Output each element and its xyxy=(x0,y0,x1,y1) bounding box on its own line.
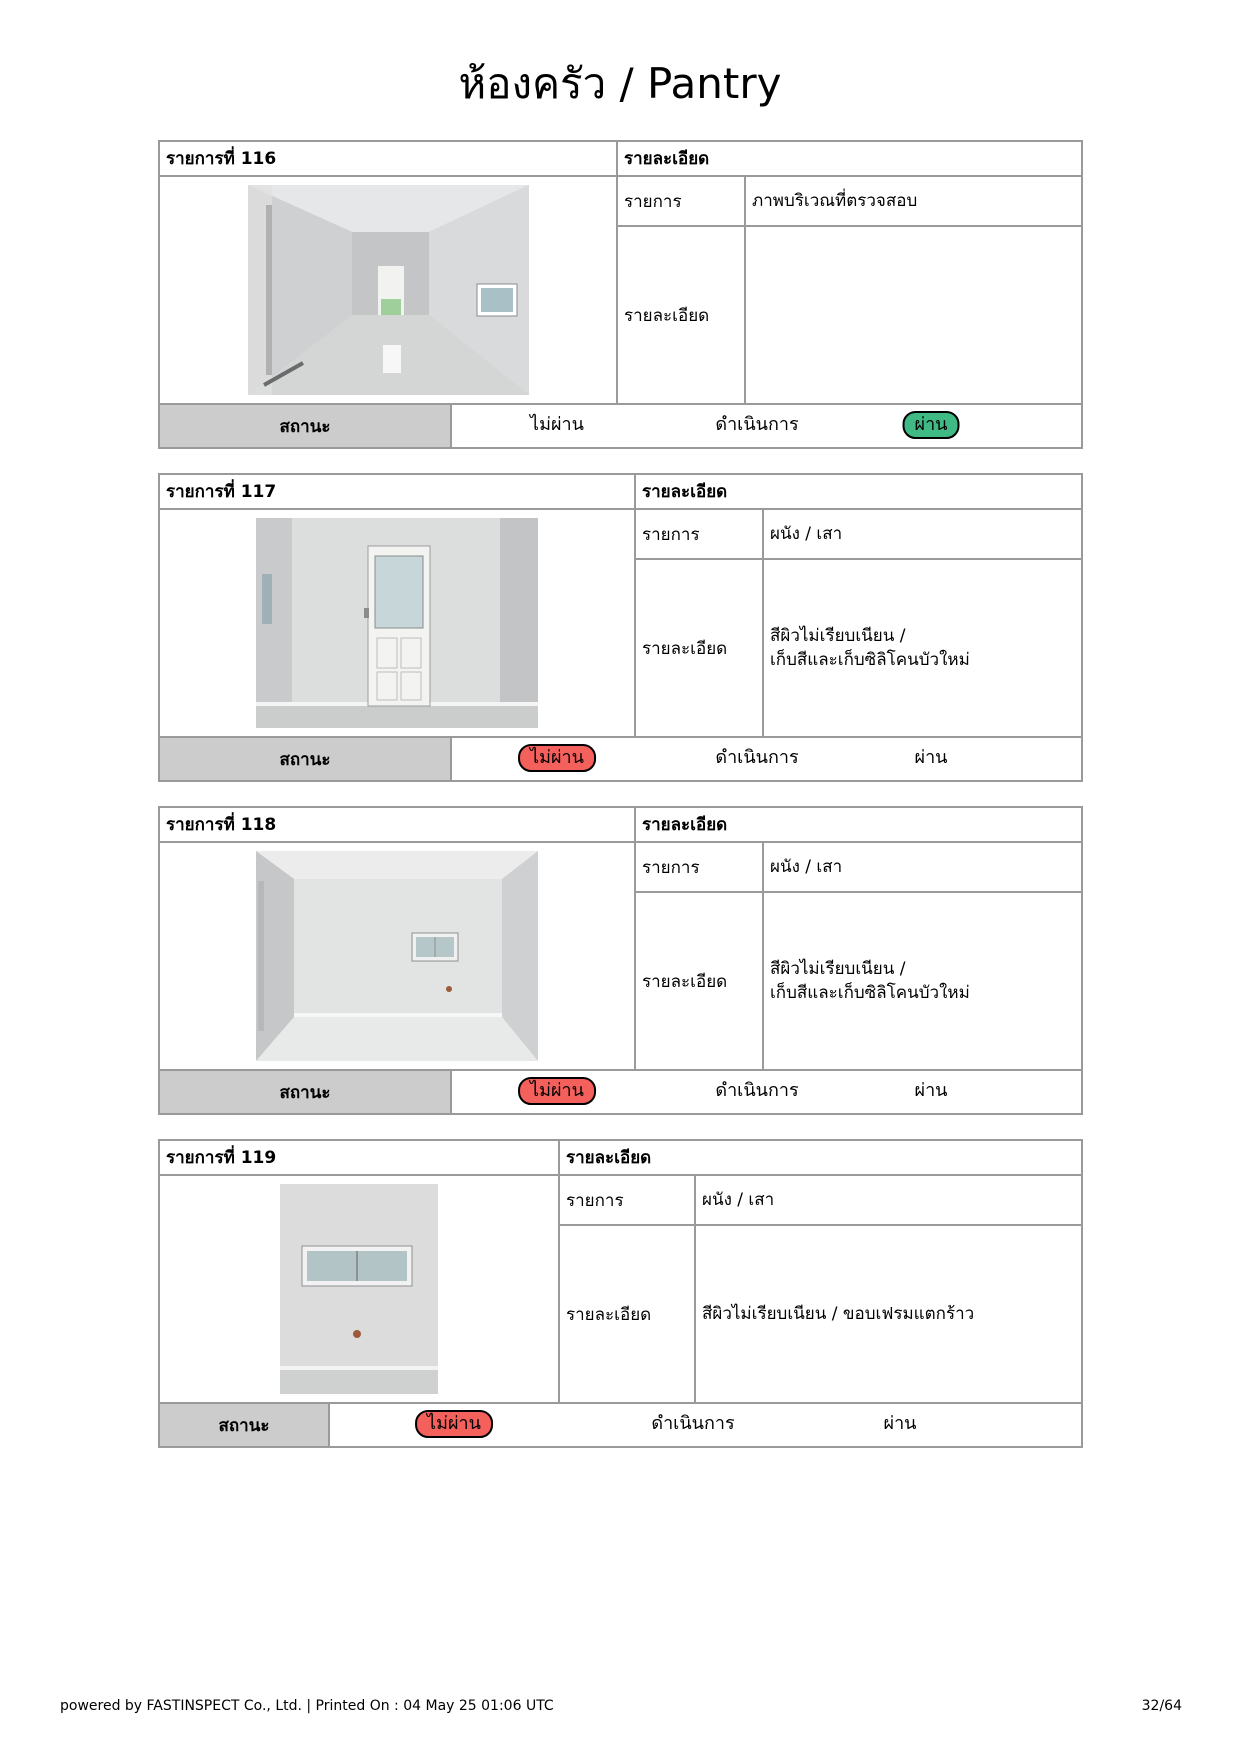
status-option-pass-selected: ผ่าน xyxy=(903,411,960,439)
detail-value: สีผิวไม่เรียบเนียน / เก็บสีและเก็บซิลิโคนบัวใหม่ xyxy=(770,626,970,670)
item-label: รายการ xyxy=(636,510,764,558)
item-number: รายการที่ 117 xyxy=(160,475,636,508)
room-photo xyxy=(256,851,538,1061)
detail-value: สีผิวไม่เรียบเนียน / ขอบเฟรมแตกร้าว xyxy=(702,1304,975,1324)
details-header: รายละเอียด xyxy=(624,149,710,169)
status-options xyxy=(452,1071,1081,1113)
details-header: รายละเอียด xyxy=(566,1148,652,1168)
detail-value xyxy=(746,227,1081,403)
status-option-pass: ผ่าน xyxy=(883,1413,917,1434)
item-value: ผนัง / เสา xyxy=(770,857,843,877)
item-label: รายการ xyxy=(636,843,764,891)
item-number: รายการที่ 118 xyxy=(160,808,636,841)
inspection-card-117 xyxy=(158,473,1083,782)
status-label: สถานะ xyxy=(160,738,452,780)
item-label: รายการ xyxy=(618,177,746,225)
status-option-in-progress: ดำเนินการ xyxy=(715,414,799,435)
detail-value: สีผิวไม่เรียบเนียน / เก็บสีและเก็บซิลิโคนบัวใหม่ xyxy=(770,959,970,1003)
photo-cell xyxy=(160,1176,560,1402)
status-option-in-progress: ดำเนินการ xyxy=(715,747,799,768)
item-number: รายการที่ 119 xyxy=(160,1141,560,1174)
detail-label: รายละเอียด xyxy=(618,227,746,403)
item-value: ผนัง / เสา xyxy=(770,524,843,544)
room-photo xyxy=(280,1184,438,1394)
detail-label: รายละเอียด xyxy=(560,1226,696,1402)
status-label: สถานะ xyxy=(160,1404,330,1446)
status-options xyxy=(452,405,1081,447)
photo-cell xyxy=(160,510,636,736)
photo-cell xyxy=(160,177,618,403)
status-option-in-progress: ดำเนินการ xyxy=(715,1080,799,1101)
status-option-pass: ผ่าน xyxy=(914,747,948,768)
details-header: รายละเอียด xyxy=(642,482,728,502)
detail-label: รายละเอียด xyxy=(636,560,764,736)
footer-credit: powered by FASTINSPECT Co., Ltd. | Printed On : 04 May 25 01:06 UTC xyxy=(60,1698,554,1714)
status-label: สถานะ xyxy=(160,405,452,447)
item-number: รายการที่ 116 xyxy=(160,142,618,175)
detail-label: รายละเอียด xyxy=(636,893,764,1069)
item-label: รายการ xyxy=(560,1176,696,1224)
details-header: รายละเอียด xyxy=(642,815,728,835)
status-option-in-progress: ดำเนินการ xyxy=(651,1413,735,1434)
status-options xyxy=(452,738,1081,780)
inspection-card-118 xyxy=(158,806,1083,1115)
status-option-fail: ไม่ผ่าน xyxy=(530,414,584,435)
page-title: ห้องครัว / Pantry xyxy=(458,59,782,108)
status-label: สถานะ xyxy=(160,1071,452,1113)
page-number: 32/64 xyxy=(1141,1698,1182,1714)
status-option-fail-selected: ไม่ผ่าน xyxy=(415,1410,493,1438)
status-options xyxy=(330,1404,1081,1446)
status-option-fail-selected: ไม่ผ่าน xyxy=(518,1077,596,1105)
room-photo xyxy=(256,518,538,728)
inspection-card-116 xyxy=(158,140,1083,449)
inspection-card-119 xyxy=(158,1139,1083,1448)
item-value: ผนัง / เสา xyxy=(702,1190,775,1210)
status-option-pass: ผ่าน xyxy=(914,1080,948,1101)
photo-cell xyxy=(160,843,636,1069)
room-photo xyxy=(248,185,529,395)
status-option-fail-selected: ไม่ผ่าน xyxy=(518,744,596,772)
item-value: ภาพบริเวณที่ตรวจสอบ xyxy=(752,191,918,211)
